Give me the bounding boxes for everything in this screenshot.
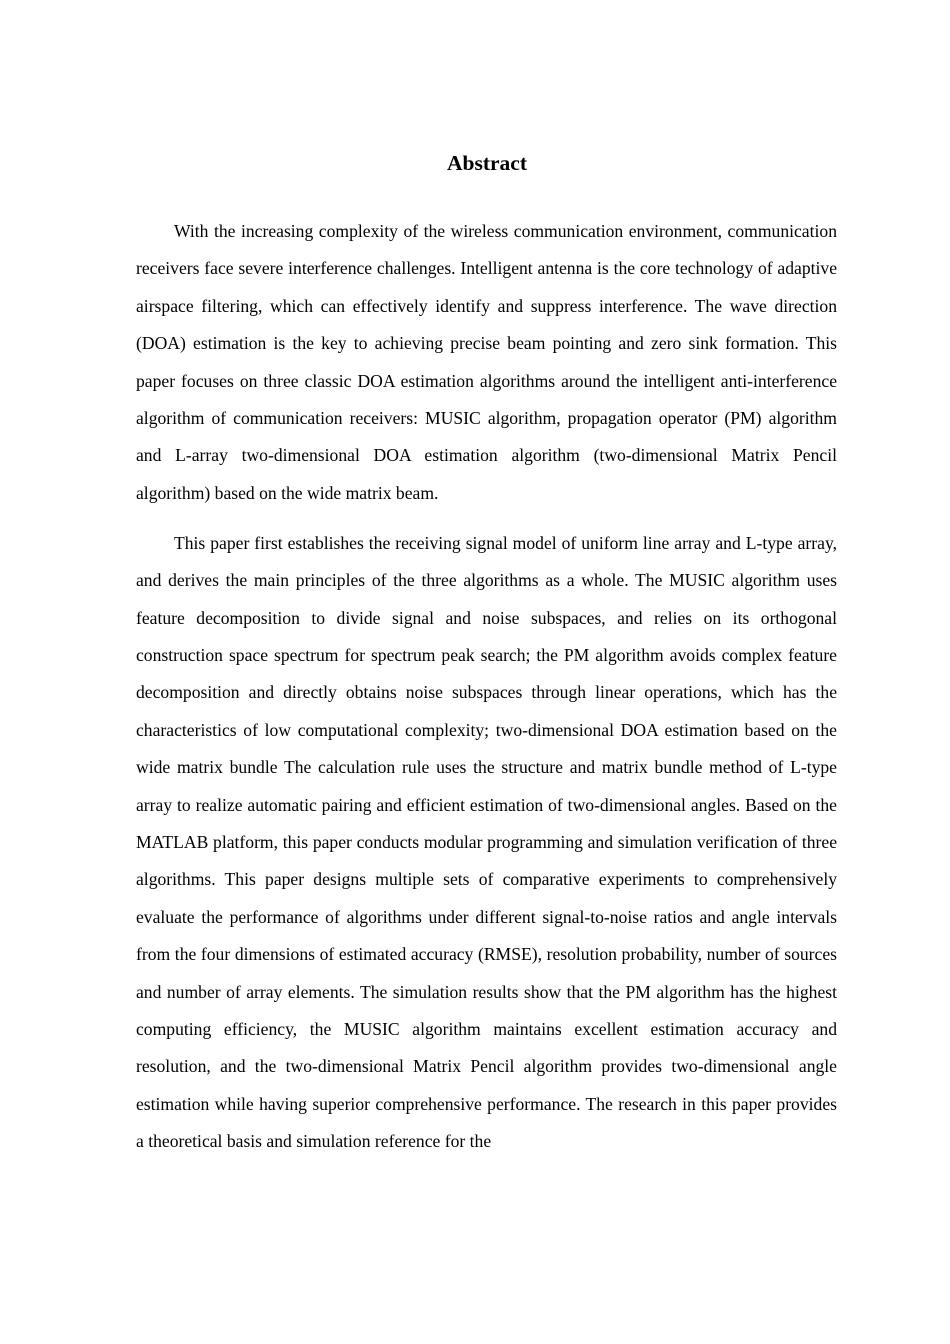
abstract-paragraph-1: With the increasing complexity of the wireless communication environment, communication receivers face severe interference challenges. Intelligent antenna is the core technology of adaptive airspace filtering, which can effectively identify and suppress interference. The wave direction (DOA) estimation is the key to achieving precise beam pointing and zero sink formation. This paper focuses on three classic DOA estimation algorithms around the intelligent anti-interference algorithm of communication receivers: MUSIC algorithm, propagation operator (PM) algorithm and L-array two-dimensional DOA estimation algorithm (two-dimensional Matrix Pencil algorithm) based on the wide matrix beam. <box>136 221 837 503</box>
abstract-title: Abstract <box>446 151 527 175</box>
abstract-paragraph-2: This paper first establishes the receiving signal model of uniform line array and L-type array, and derives the main principles of the three algorithms as a whole. The MUSIC algorithm uses feature decomposition to divide signal and noise subspaces, and relies on its orthogonal construction space spectrum for spectrum peak search; the PM algorithm avoids complex feature decomposition and directly obtains noise subspaces through linear operations, which has the characteristics of low computational complexity; two-dimensional DOA estimation based on the wide matrix bundle The calculation rule uses the structure and matrix bundle method of L-type array to realize automatic pairing and efficient estimation of two-dimensional angles. Based on the MATLAB platform, this paper conducts modular programming and simulation verification of three algorithms. This paper designs multiple sets of comparative experiments to comprehensively evaluate the performance of algorithms under different signal-to-noise ratios and angle intervals from the four dimensions of estimated accuracy (RMSE), resolution probability, number of sources and number of array elements. The simulation results show that the PM algorithm has the highest computing efficiency, the MUSIC algorithm maintains excellent estimation accuracy and resolution, and the two-dimensional Matrix Pencil algorithm provides two-dimensional angle estimation while having superior comprehensive performance. The research in this paper provides a theoretical basis and simulation reference for the <box>136 532 837 1152</box>
abstract-body <box>136 213 837 1161</box>
